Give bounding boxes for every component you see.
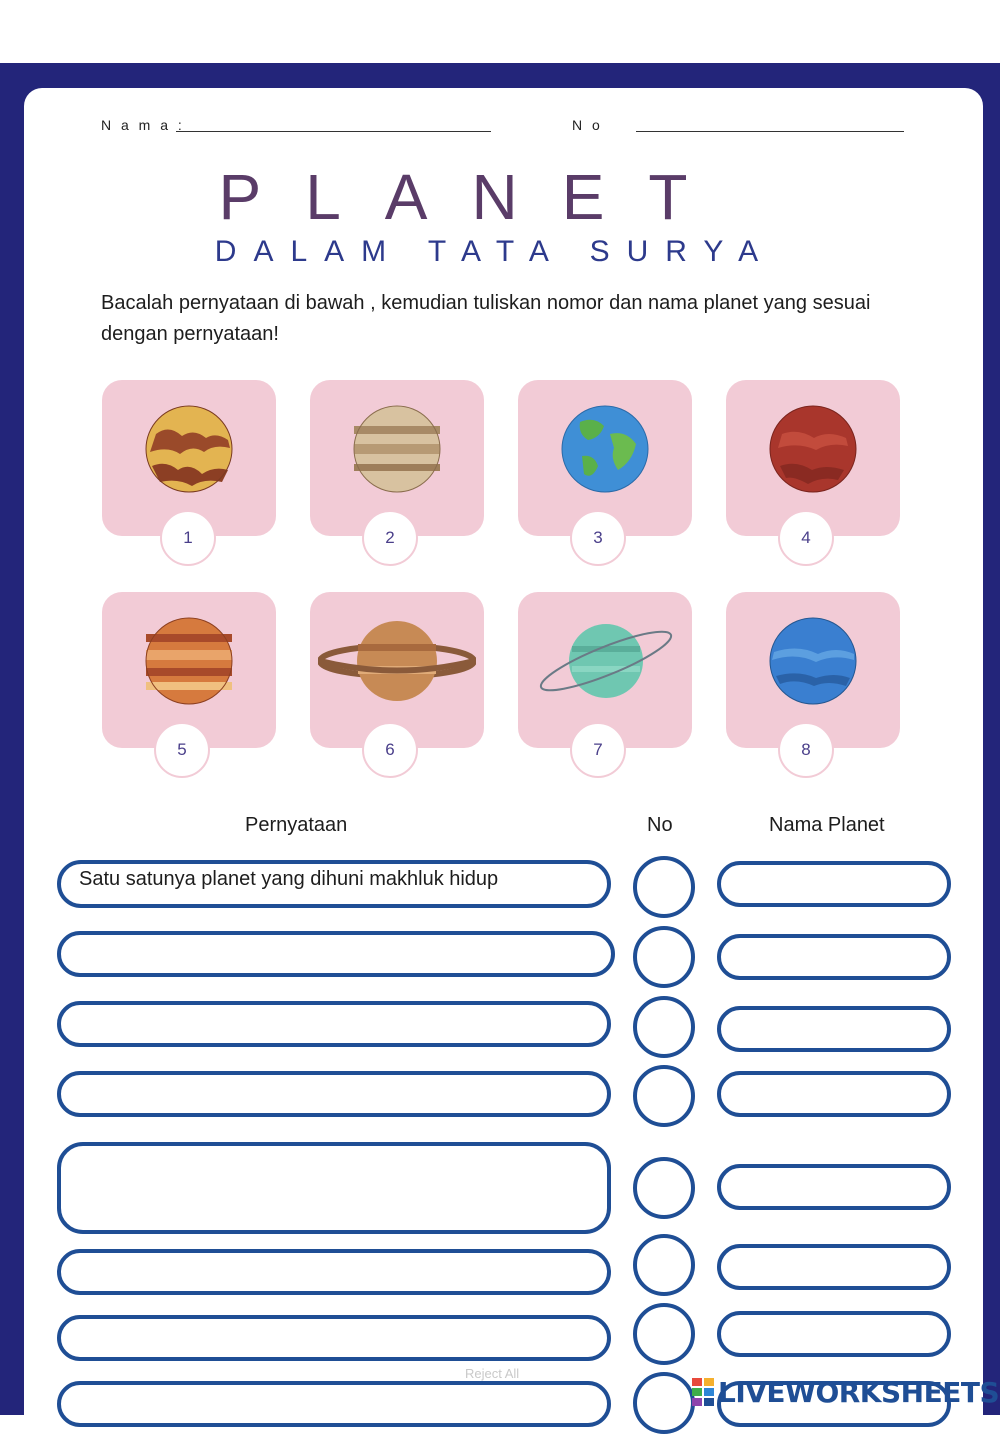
planet-card-6 [310,592,484,759]
planet-number-5: 5 [154,722,210,778]
answer-no-input-3[interactable] [633,996,695,1058]
planet-card-3 [518,380,692,547]
planet-card-2 [310,380,484,547]
planet-card-1 [102,380,276,547]
planet-number-2: 2 [362,510,418,566]
page-title: PLANET [218,161,732,233]
answer-no-input-4[interactable] [633,1065,695,1127]
answer-name-input-2[interactable] [717,934,951,980]
planet-number-6: 6 [362,722,418,778]
statement-box-7 [57,1315,611,1361]
planet-5-image [144,616,234,706]
planet-number-8: 8 [778,722,834,778]
planet-6-image [318,614,476,708]
column-header-name: Nama Planet [769,814,885,836]
no-field[interactable] [636,131,904,132]
planet-card-8 [726,592,900,759]
answer-no-input-8[interactable] [633,1372,695,1434]
answer-name-input-4[interactable] [717,1071,951,1117]
statement-box-3 [57,1001,611,1047]
column-header-no: No [647,814,673,836]
name-label: N a m a : [101,117,185,133]
planet-7-image [536,616,676,706]
answer-name-input-5[interactable] [717,1164,951,1210]
liveworksheets-logo [692,1375,999,1409]
statement-box-8 [57,1381,611,1427]
planet-3-image [560,404,650,494]
answer-no-input-2[interactable] [633,926,695,988]
planet-card-5 [102,592,276,759]
answer-name-input-3[interactable] [717,1006,951,1052]
planet-2-image [352,404,442,494]
instruction-text: Bacalah pernyataan di bawah , kemudian tuliskan nomor dan nama planet yang sesuai dengan pernyataan! [101,292,871,345]
no-label: N o [572,117,603,133]
planet-number-1: 1 [160,510,216,566]
answer-name-input-6[interactable] [717,1244,951,1290]
reject-all-button[interactable]: Reject All [465,1366,520,1381]
statement-box-6 [57,1249,611,1295]
answer-no-input-6[interactable] [633,1234,695,1296]
answer-no-input-5[interactable] [633,1157,695,1219]
statement-box-2 [57,931,615,977]
planet-4-image [768,404,858,494]
name-field[interactable] [176,131,491,132]
planet-8-image [768,616,858,706]
planet-1-image [144,404,234,494]
statement-box-1 [57,860,611,908]
column-header-statement: Pernyataan [245,814,348,836]
planet-number-3: 3 [570,510,626,566]
answer-name-input-7[interactable] [717,1311,951,1357]
planet-card-4 [726,380,900,547]
planet-number-7: 7 [570,722,626,778]
liveworksheets-logo-icon [692,1378,714,1406]
page-subtitle: DALAM TATA SURYA [214,235,776,268]
statement-box-4 [57,1071,611,1117]
liveworksheets-logo-text: LIVEWORKSHEETS [718,1375,1000,1409]
answer-no-input-1[interactable] [633,856,695,918]
answer-name-input-1[interactable] [717,861,951,907]
statement-box-5 [57,1142,611,1234]
planet-card-7 [518,592,692,759]
answer-no-input-7[interactable] [633,1303,695,1365]
planet-number-4: 4 [778,510,834,566]
statement-text-1: Satu satunya planet yang dihuni makhluk hidup [79,868,499,890]
